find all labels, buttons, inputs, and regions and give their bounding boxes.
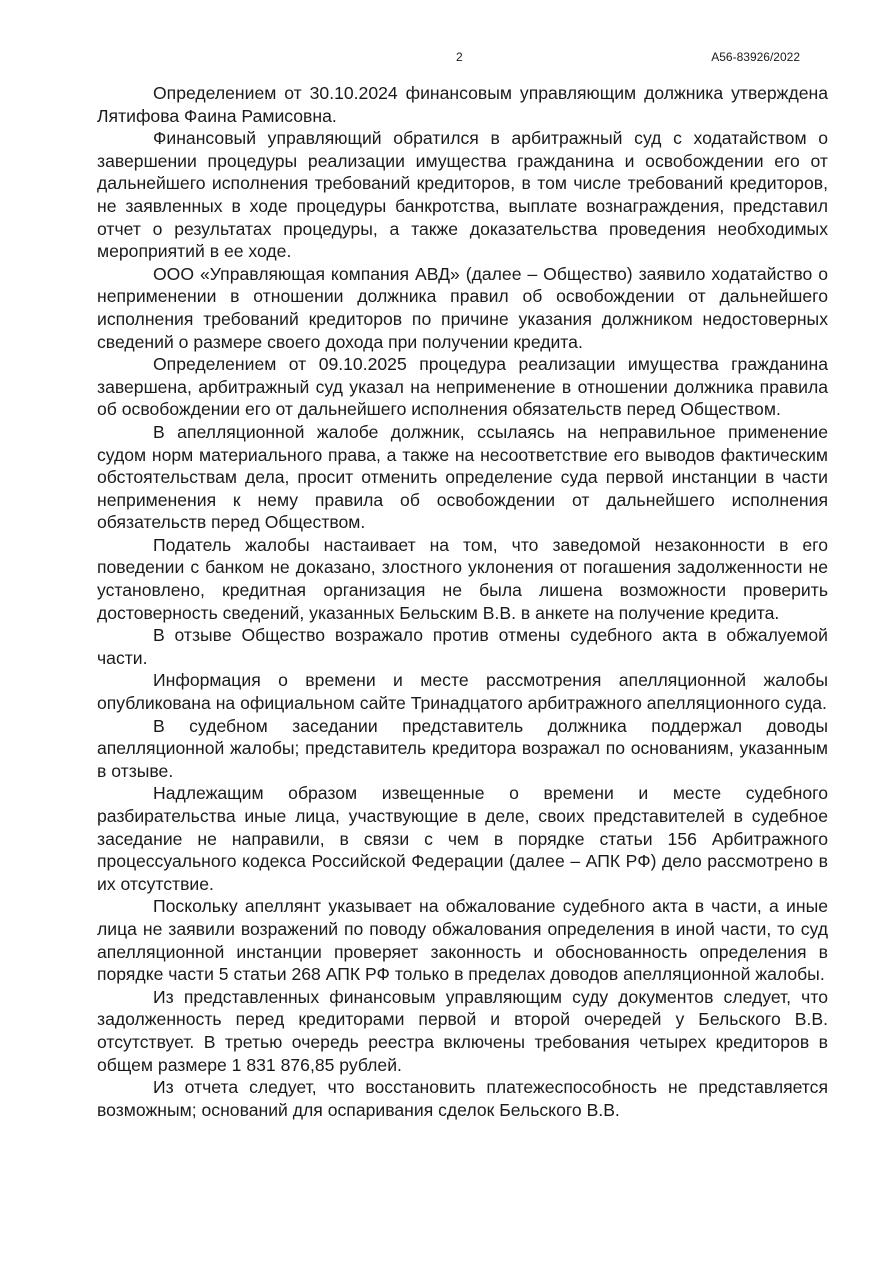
paragraph: Определением от 09.10.2025 процедура реализации имущества гражданина завершена, арбитражный суд указал на неприменение в отношении должника правила об освобождении его от дальнейшего исполнения обязательств перед Обществом. — [97, 354, 828, 420]
case-number: А56-83926/2022 — [711, 50, 800, 64]
paragraph: В отзыве Общество возражало против отмены судебного акта в обжалуемой части. — [97, 625, 828, 668]
paragraph: Поскольку апеллянт указывает на обжалование судебного акта в части, а иные лица не заявили возражений по поводу обжалования определения в иной части, то суд апелляционной инстанции проверяет законность и обоснованность определения в порядке части 5 статьи 268 АПК РФ только в пределах доводов апелляционной жалобы. — [97, 896, 828, 985]
paragraph: Из отчета следует, что восстановить платежеспособность не представляется возможным; оснований для оспаривания сделок Бельского В.В. — [97, 1077, 828, 1120]
paragraph: Финансовый управляющий обратился в арбитражный суд с ходатайством о завершении процедуры реализации имущества гражданина и освобождении его от дальнейшего исполнения требований кредиторов, в том числе требований кредиторов, не заявленных в ходе процедуры банкротства, выплате вознаграждения, представил отчет о результатах процедуры, а также доказательства проведения необходимых мероприятий в ее ходе. — [97, 128, 828, 262]
paragraph: В судебном заседании представитель должника поддержал доводы апелляционной жалобы; представитель кредитора возражал по основаниям, указанным в отзыве. — [97, 715, 828, 781]
page-number: 2 — [456, 50, 463, 64]
paragraph: ООО «Управляющая компания АВД» (далее – Общество) заявило ходатайство о неприменении в отношении должника правил об освобождении от дальнейшего исполнения требований кредиторов по причине указания должником недостоверных сведений о размере своего дохода при получении кредита. — [97, 263, 828, 352]
paragraph: Надлежащим образом извещенные о времени и месте судебного разбирательства иные лица, участвующие в деле, своих представителей в судебное заседание не направили, в связи с чем в порядке статьи 156 Арбитражного процессуального кодекса Российской Федерации (далее – АПК РФ) дело рассмотрено в их отсутствие. — [97, 783, 828, 894]
paragraph: Из представленных финансовым управляющим суду документов следует, что задолженность перед кредиторами первой и второй очередей у Бельского В.В. отсутствует. В третью очередь реестра включены требования четырех кредиторов в общем размере 1 831 876,85 рублей. — [97, 986, 828, 1075]
paragraph: Определением от 30.10.2024 финансовым управляющим должника утверждена Лятифова Фаина Рамисовна. — [97, 83, 828, 126]
document-body — [97, 82, 828, 1121]
paragraph: В апелляционной жалобе должник, ссылаясь на неправильное применение судом норм материального права, а также на несоответствие его выводов фактическим обстоятельствам дела, просит отменить определение суда первой инстанции в части неприменения к нему правила об освобождении от дальнейшего исполнения обязательств перед Обществом. — [97, 421, 828, 533]
paragraph: Податель жалобы настаивает на том, что заведомой незаконности в его поведении с банком не доказано, злостного уклонения от погашения задолженности не установлено, кредитная организация не была лишена возможности проверить достоверность сведений, указанных Бельским В.В. в анкете на получение кредита. — [97, 534, 828, 623]
paragraph: Информация о времени и месте рассмотрения апелляционной жалобы опубликована на официальном сайте Тринадцатого арбитражного апелляционного суда. — [97, 670, 828, 714]
